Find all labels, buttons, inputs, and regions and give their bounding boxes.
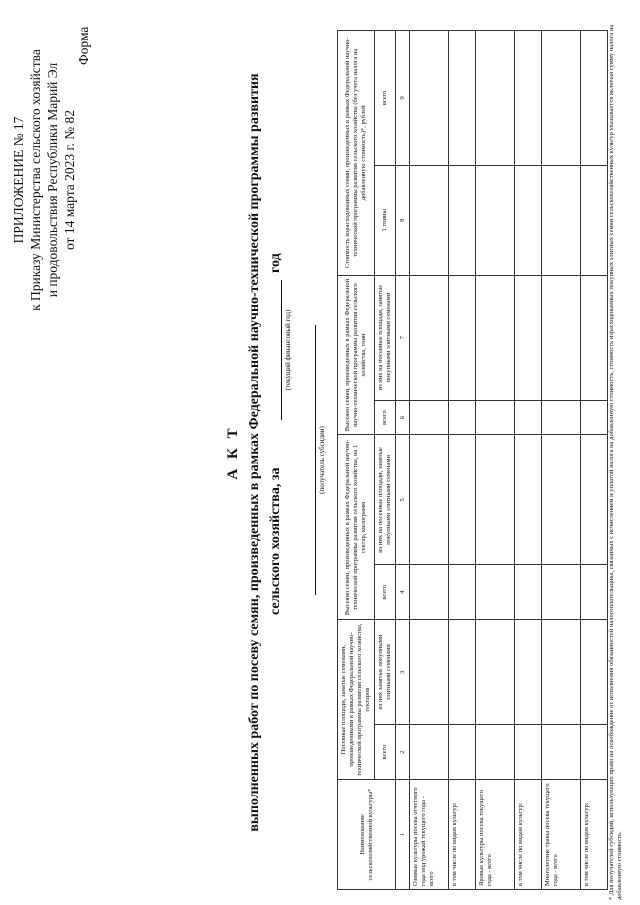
subheader-total: всего (375, 31, 396, 166)
column-number: 7 (396, 275, 410, 400)
form-label: Форма (76, 26, 91, 65)
subheader-total: всего (375, 400, 396, 435)
subheader-total: всего (375, 725, 396, 780)
row-label: в том числе по видам культур: (581, 780, 608, 890)
column-number: 1 (396, 780, 410, 890)
recipient-hint: (получатель субсидии) (318, 426, 326, 494)
subheader-per-tonne: 1 тонны (375, 165, 396, 275)
header-seed-per-hectare: Высеяно семян, произведенных в рамках Федеральной научно-технической программы развития сельского хозяйства, на 1 гектар, килограмм (338, 435, 375, 620)
subheader-elite-area: из них занятые покупными элитными семенами (375, 620, 396, 725)
year-word: год (268, 253, 283, 273)
column-number: 8 (396, 165, 410, 275)
row-label: Озимые культуры посева отчетного года под урожай текущего года - всего (410, 780, 449, 890)
column-number-row (396, 31, 410, 890)
table-header-row (338, 31, 375, 890)
appendix-region-line: и продовольствия Республики Марий Эл (45, 62, 60, 298)
subheader-total: всего (375, 565, 396, 620)
act-subtitle: выполненных работ по посеву семян, произведенных в рамках Федеральной научно-технической программы развития (247, 73, 262, 832)
table-row (410, 31, 449, 890)
year-blank-line (281, 280, 282, 420)
appendix-header (10, 15, 78, 345)
header-crop-name: Наименование сельскохозяйственной культуры* (338, 780, 396, 890)
column-number: 3 (396, 620, 410, 725)
row-label: Яровые культуры посева текущего года - всего (476, 780, 515, 890)
table-subheader-row (375, 31, 396, 890)
column-number: 9 (396, 31, 410, 166)
appendix-ministry-line: к Приказу Министерства сельского хозяйства (28, 49, 43, 311)
act-subtitle-continuation: сельского хозяйства, за (268, 467, 283, 615)
row-label: в том числе по видам культур: (449, 780, 476, 890)
column-number: 2 (396, 725, 410, 780)
subheader-elite-tonnes: из них на посевные площади, занятые покупными элитными семенами (375, 275, 396, 400)
seed-sowing-table (337, 30, 608, 890)
recipient-blank-line (315, 325, 316, 595)
column-number: 4 (396, 565, 410, 620)
act-title: А К Т (225, 425, 241, 480)
table-row (476, 31, 515, 890)
header-sown-area: Посевные площади, занятые семенами, произведенными в рамках Федеральной научно-технической программы развития сельского хозяйства, гектаров (338, 620, 375, 780)
table-row (515, 31, 542, 890)
row-label: Многолетние травы посева текущего года - всего (542, 780, 581, 890)
appendix-date-line: от 14 марта 2023 г. № 82 (62, 109, 77, 251)
header-seed-cost: Стоимость израсходованных семян, произведенных в рамках Федеральной научно-технической программы развития сельского хозяйства (без учета налога на добавленную стоимость)*, рублей (338, 31, 375, 276)
row-label: в том числе по видам культур: (515, 780, 542, 890)
column-number: 5 (396, 435, 410, 565)
table-row (581, 31, 608, 890)
header-seed-tonnes: Высеяно семян, произведенных в рамках Федеральной научно-технической программы развития сельского хозяйства, тонн (338, 275, 375, 435)
table-row (542, 31, 581, 890)
footnote: * Для получателей субсидий, использующих право на освобождение от исполнения обязанностей налогоплательщика, связанных с исчислением и уплатой налога на добавленную стоимость, стоимость израсходованных покупных элитных семян сельскохозяйственных культур указывается включая сумму налога на добавленную стоимость. (608, 24, 623, 900)
year-hint: (текущий финансовый год) (284, 309, 292, 391)
table-row (449, 31, 476, 890)
subheader-elite-per-hectare: из них на посевные площади, занятые покупными элитными семенами (375, 435, 396, 565)
appendix-number: ПРИЛОЖЕНИЕ № 17 (11, 116, 26, 244)
column-number: 6 (396, 400, 410, 435)
